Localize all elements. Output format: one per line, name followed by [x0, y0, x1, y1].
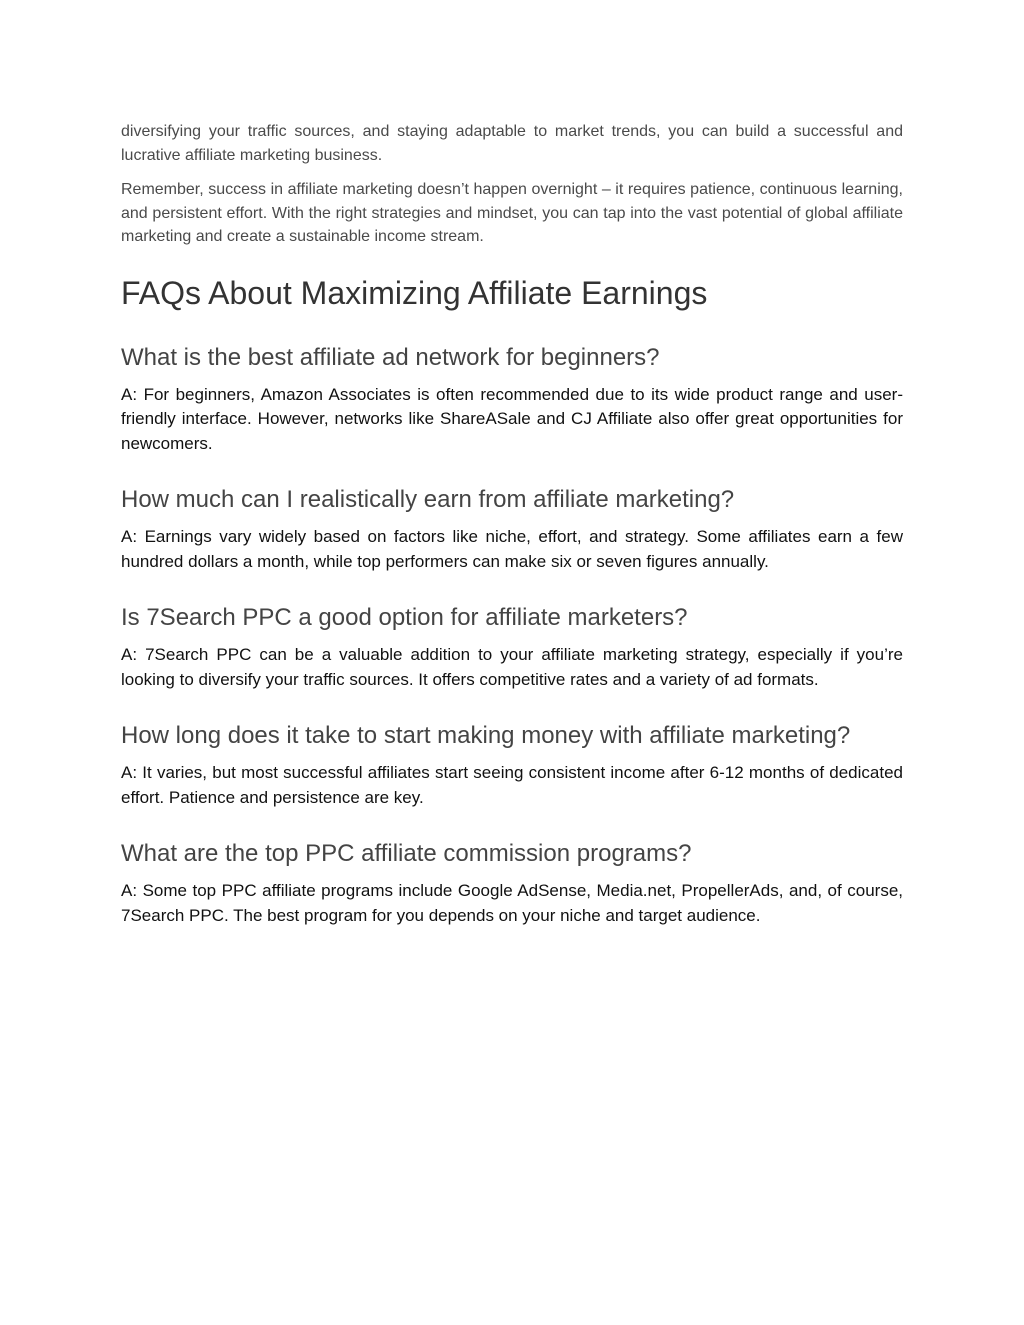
faq-question: What is the best affiliate ad network for beginners? [121, 343, 660, 371]
faq-question: What are the top PPC affiliate commission programs? [121, 840, 692, 867]
faq-answer: A: 7Search PPC can be a valuable addition to your affiliate marketing strategy, especially if you’re looking to diversify your traffic sources. It offers competitive rates and a variety of ad formats. [121, 645, 903, 689]
faq-answer: A: Some top PPC affiliate programs include Google AdSense, Media.net, PropellerAds, and, of course, 7Search PPC. The best program for you depends on your niche and target audience. [121, 881, 903, 925]
faq-item [121, 721, 903, 810]
faq-item [121, 839, 903, 928]
faq-section-heading: FAQs About Maximizing Affiliate Earnings [121, 274, 708, 311]
faq-list [121, 343, 903, 929]
document-page [121, 120, 903, 928]
faq-question: Is 7Search PPC a good option for affiliate marketers? [121, 604, 688, 631]
intro-paragraph: diversifying your traffic sources, and staying adaptable to market trends, you can build a successful and lucrative affiliate marketing business. [121, 123, 903, 164]
intro-paragraph: Remember, success in affiliate marketing doesn’t happen overnight – it requires patience, continuous learning, and persistent effort. With the right strategies and mindset, you can tap into the vast potential of global affiliate marketing and create a sustainable income stream. [121, 181, 903, 245]
faq-answer: A: It varies, but most successful affiliates start seeing consistent income after 6-12 months of dedicated effort. Patience and persistence are key. [121, 763, 903, 807]
faq-question: How long does it take to start making money with affiliate marketing? [121, 722, 851, 749]
faq-question: How much can I realistically earn from affiliate marketing? [121, 486, 735, 513]
faq-item [121, 343, 903, 457]
faq-answer: A: For beginners, Amazon Associates is often recommended due to its wide product range and user-friendly interface. However, networks like ShareASale and CJ Affiliate also offer great opportunities for newcomers. [121, 384, 903, 453]
faq-answer: A: Earnings vary widely based on factors like niche, effort, and strategy. Some affiliates earn a few hundred dollars a month, while top performers can make six or seven figures annually. [121, 527, 903, 571]
faq-item [121, 485, 903, 574]
faq-item [121, 603, 903, 692]
